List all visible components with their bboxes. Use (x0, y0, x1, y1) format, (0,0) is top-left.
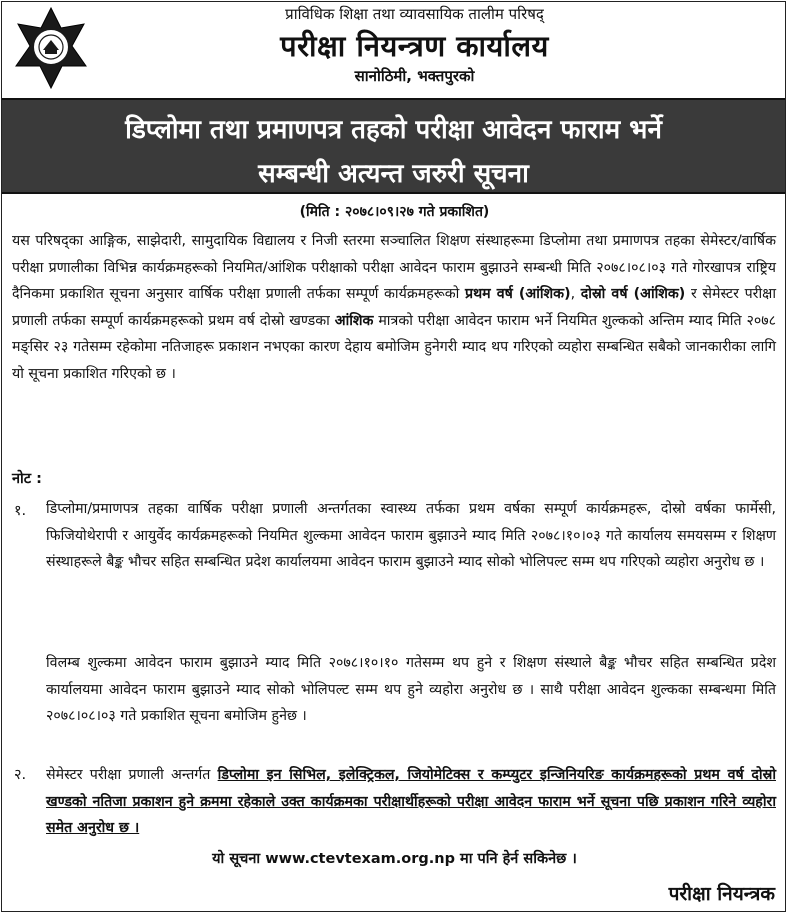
signature-exam-controller: परीक्षा नियन्त्रक (668, 883, 775, 905)
intro-text-3: मात्रको परीक्षा आवेदन फाराम भर्ने नियमित शुल्कको अन्तिम म्याद मिति २०७८ मङ्सिर २३ गतेसम्म रहेकोमा नतिजाहरू प्रकाशन नभएका कारण देहाय बमोजिम हुनेगरी म्याद थप गरिएको व्यहोरा सम्बन्धित सबैको जानकारीका लागि यो सूचना प्रकाशित गरिएको छ । (12, 312, 776, 382)
note-item-1-text: डिप्लोमा/प्रमाणपत्र तहका वार्षिक परीक्षा प्रणाली अन्तर्गतका स्वास्थ्य तर्फका प्रथम वर्षका सम्पूर्ण कार्यक्रमहरू, दोस्रो वर्षका फार्मेसी, फिजियोथेरापी र आयुर्वेद कार्यक्रमहरूको नियमित शुल्कमा आवेदन फाराम बुझाउने म्याद मिति २०७८।१०।०३ गते कार्यालय समयसम्म र शिक्षण संस्थाहरूले बैङ्क भौचर सहित सम्बन्धित प्रदेश कार्यालयमा आवेदन फाराम बुझाउने म्याद सोको भोलिपल्ट सम्म थप गरिएको व्यहोरा अनुरोध छ । (46, 501, 776, 570)
title-line-2: सम्बन्धी अत्यन्त जरुरी सूचना (258, 159, 529, 189)
note-item-2-lead: सेमेस्टर परीक्षा प्रणाली अन्तर्गत (46, 767, 211, 783)
council-name: प्राविधिक शिक्षा तथा व्यावसायिक तालीम परिषद् (285, 5, 544, 23)
note-item-2-bold: डिप्लोमा इन सिभिल, इलेक्ट्रिकल, जियोमेटिक्स र कम्प्युटर इन्जिनियरिङ कार्यक्रमहरूको प्रथम वर्ष दोस्रो खण्डको नतिजा प्रकाशन हुने क्रममा रहेकाले उक्त कार्यक्रमका परीक्षार्थीहरूको परीक्षा आवेदन फाराम भर्ने सूचना पछि प्रकाशन गरिने व्यहोरा समेत अनुरोध छ । (46, 767, 776, 836)
notice-title-banner (2, 98, 785, 194)
intro-text-1: यस परिषद्का आङ्गिक, साझेदारी, सामुदायिक विद्यालय र निजी स्तरमा सञ्चालित शिक्षण संस्थाहरूमा डिप्लोमा तथा प्रमाणपत्र तहका सेमेस्टर/वार्षिक परीक्षा प्रणालीका विभिन्न कार्यक्रमहरूको नियमित/आंशिक परीक्षाको परीक्षा आवेदन फाराम बुझाउने सम्बन्धी मिति २०७८।०८।०३ गते गोरखापत्र राष्ट्रिय दैनिकमा प्रकाशित सूचना अनुसार वार्षिक परीक्षा प्रणाली तर्फका सम्पूर्ण कार्यक्रमहरूको (12, 233, 776, 302)
intro-bold-second-year: दोस्रो वर्ष (आंशिक) (580, 286, 686, 302)
note-item-number-2: २. (14, 767, 27, 783)
intro-comma: , (570, 286, 576, 302)
note-label: नोट : (12, 471, 42, 487)
intro-text-2: र सेमेस्टर परीक्षा प्रणाली तर्फका सम्पूर्ण कार्यक्रमहरूको प्रथम वर्ष दोस्रो खण्डका (12, 286, 776, 329)
title-line-1: डिप्लोमा तथा प्रमाणपत्र तहको परीक्षा आवेदन फाराम भर्ने (125, 115, 662, 145)
intro-paragraph (12, 228, 776, 387)
note-item-1-late-fee-text: विलम्ब शुल्कमा आवेदन फाराम बुझाउने म्याद मिति २०७८।१०।१० गतेसम्म थप हुने र शिक्षण संस्थाले बैङ्क भौचर सहित सम्बन्धित प्रदेश कार्यालयमा आवेदन फाराम बुझाउने म्याद सोको भोलिपल्ट सम्म थप हुने व्यहोरा अनुरोध छ । साथै परीक्षा आवेदन शुल्कका सम्बन्धमा मिति २०७८।०८।०३ गते प्रकाशित सूचना बमोजिम हुनेछ । (46, 655, 776, 724)
note-item-2 (46, 762, 776, 842)
intro-bold-partial: आंशिक (334, 312, 374, 329)
note-item-number-1: १. (14, 503, 27, 519)
publish-date: (मिति : २०७८।०९।२७ गते प्रकाशित) (299, 204, 490, 220)
office-name: परीक्षा नियन्त्रण कार्यालय (280, 29, 549, 63)
office-address: सानोठिमी, भक्तपुरको (354, 67, 475, 85)
intro-bold-first-year: प्रथम वर्ष (आंशिक) (465, 286, 571, 302)
website-line: यो सूचना www.ctevtexam.org.np मा पनि हेर्न सकिनेछ । (212, 851, 577, 867)
